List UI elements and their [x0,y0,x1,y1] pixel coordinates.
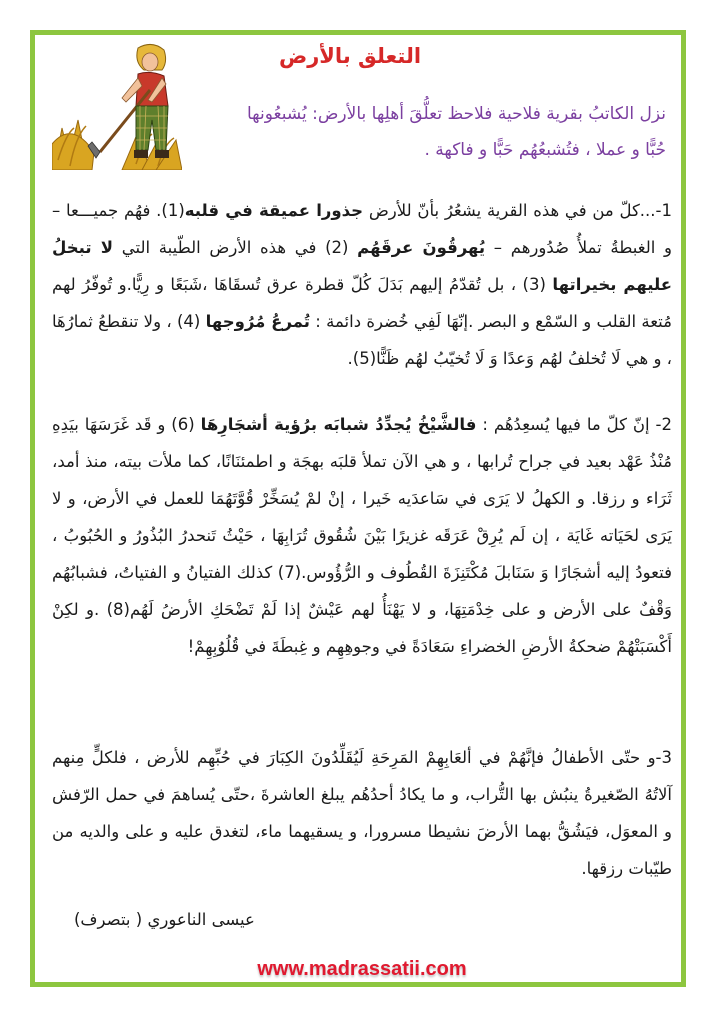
paragraph-1-text: (4) ، ولا تنقطعُ ثمارُهَا ، و هي لَا تُخلفُ لهُم وَعدًا وَ لَا تُخيّبُ لهُم ظَنًّا(5). [52,312,672,368]
paragraph-1-text: 1-...كلّ من في هذه القرية يشعُرُ بأنّ للأرض [363,201,672,220]
page-title: التعلق بالأرض [278,44,422,68]
intro-line-1: نزل الكاتبُ بقرية فلاحية فلاحظ تعلُّقَ أهلِها بالأرض: يُشبعُونها [246,104,666,124]
intro-text [96,96,666,168]
website-link[interactable]: www.madrassatii.com [257,958,467,980]
paragraph-2-text: (6) و قَد غَرَسَهَا بيَدِهِ مُنْذُ عَهْد بعيد في جراح تُرابها ، و هي الآن تملأ قلبَه بهجَة و اطمئنَانًا، كما ملأت بيته، منذ أمد، ثَرَاء و رزقا. و الكهلُ لا يَرَى في سَاعدَيه خَيرا ، إنْ لمْ يُسَخِّرْ قُوَّتَهُمَا للعمل في الأرض، و لا يَرَى لحَيَاته غَايَة ، إن لَم يُرِقْ عَرَقَه غزيرًا بَيْنَ شُقُوق تُرَابِهَا ، حَيْثُ تَنحدرُ البُذُورُ و الحُبُوبُ ، فتعودُ إليه أشجَارًا وَ سَنَابلَ مُكْتَنِزَةَ القُطُوف و الرُّؤُوس.(7) كذلك الفتيانُ و الفتياتُ، فشبابُهُم وَقْفٌ على الأرض و على خِدْمَتِهَا، و لا يَهْنَأُ لهم عَيْشٌ إذا لَمْ تَضْحَكِ الأرضُ لَهُم(8) .و لكِنْ أَكْسَبَتْهُمْ ضحكةُ الأرضِ الخضراءِ سَعَادَةً في وجوهِهِم و غِبطَةَ في قُلُوُبِهِمْ! [52,415,673,656]
intro-line-2: حُبًّا و عملا ، فتُشبعُهُم حَبًّا و فاكهة . [424,140,666,160]
paragraph-1-highlight: يُهرقُونَ عرقَهُم [357,238,486,257]
paragraph-1-text: (2) في هذه الأرض الطّيبة التي [113,238,358,257]
paragraph-1-text: (1). فهُم جميـــعا – و الغبطةُ تملأُ صُدُورهم – [52,201,673,257]
author-name: عيسى الناعوري ( بتصرف) [74,910,255,929]
paragraph-1-highlight: تُمرعُ مُرُوجها [205,312,310,331]
paragraph-3-text: 3-و حتّى الأطفالُ فإنَّهُمْ في ألعَابِهِمْ المَرِحَةِ لَيُقَلِّدُونَ الكِبَارَ في حُبِّهِم للأرض ، فلكلٍّ مِنهم آلاتُهُ الصّغيرةُ ينبُش بها التُّراب، و ما يكادُ أحدُهُم يبلغ العاشرةَ ،حتّى يُساهمَ في حمل الرّفش و المعوَل، فيَشُقُّ بهما الأرضَ نشيطا مسرورا، و يسقيهما ماء، لتغدق عليه و على والديه من طيّبات رزقها. [52,748,672,878]
paragraph-2-highlight: فالشَّيْخُ يُجدِّدُ شبابَه برُؤية أشجَارِهَا [200,415,477,434]
paragraph-1-highlight: لا تبخلُ عليهم بخيراتها [52,238,672,294]
paragraph-3 [52,739,672,887]
paragraph-1-text: (3) ، بل تُقدّمُ إليهم بَدَلَ كُلّ قطرة عرق تُسقَاهَا ،شَبَعًا و رِيًّا.و تُوفّرُ لهم مُتعة القلب و السّمْع و البصر .إنّهَا لَفِي خُضرة دائمة : [52,275,672,331]
footer [0,958,724,981]
paragraph-1 [52,192,672,377]
paragraph-1-highlight: جذورا عميقة في قلبه [184,201,364,220]
paragraph-2-text: 2- إنّ كلّ ما فيها يُسعِدُهُم : [476,415,672,434]
paragraph-2 [52,406,672,665]
